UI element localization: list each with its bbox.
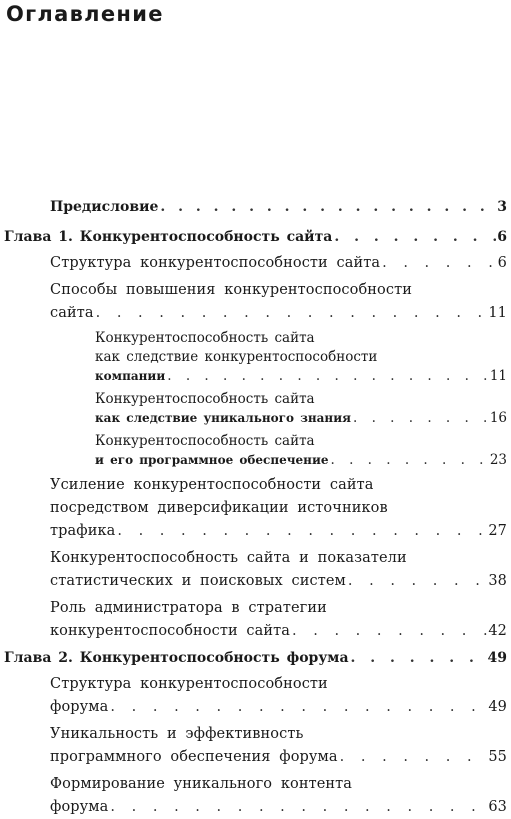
toc-entry-c1-s5[interactable]: [50, 597, 507, 643]
toc-page-number: 6: [497, 255, 507, 271]
toc-entry-line: Способы повышения конкурентоспособности: [50, 282, 412, 298]
dot-leader: [348, 570, 487, 593]
toc-entry-line: конкурентоспособности сайта: [50, 623, 291, 639]
page-title: Оглавление: [6, 2, 164, 26]
toc-page-number: 55: [488, 749, 507, 765]
toc-entry-line: Конкурентоспособность сайта: [95, 433, 315, 449]
toc-page-number: 23: [489, 452, 507, 468]
toc-page-number: 3: [497, 199, 507, 215]
toc-entry-c2-s2[interactable]: [50, 723, 507, 769]
toc-entry-line: и его программное обеспечение: [95, 453, 329, 467]
toc-page-number: 42: [488, 623, 507, 639]
dot-leader: [167, 367, 489, 386]
toc-entry-c1-s2-c[interactable]: [95, 432, 507, 470]
toc-entry-c1-s2[interactable]: [50, 279, 507, 325]
toc-page-number: 16: [489, 410, 507, 426]
toc-page-number: 6: [497, 229, 507, 245]
toc-page-number: 11: [488, 305, 507, 321]
dot-leader: [160, 196, 496, 218]
dot-leader: [334, 226, 496, 248]
toc-chapter-label: Глава 2. Конкурентоспособность форума: [4, 650, 349, 666]
toc-entry-c1-s2-b[interactable]: [95, 390, 507, 428]
toc-entry-line: форума: [50, 699, 109, 715]
toc-entry-c1-s2-a[interactable]: [95, 329, 507, 386]
toc-entry-line: Усиление конкурентоспособности сайта: [50, 477, 374, 493]
toc-page-number: 27: [488, 523, 507, 539]
toc-entry-c1-s1[interactable]: [50, 252, 507, 275]
toc-entry-c2-s3[interactable]: [50, 773, 507, 819]
toc-chapter-2[interactable]: [4, 647, 507, 673]
toc-chapter-1[interactable]: [4, 226, 507, 252]
toc-entry-line: компании: [95, 369, 166, 383]
toc-page-number: 49: [488, 699, 507, 715]
toc-entry-line: Уникальность и эффективность: [50, 726, 304, 742]
toc-entry-line: Роль администратора в стратегии: [50, 600, 327, 616]
dot-leader: [110, 696, 487, 719]
toc-entry-line: посредством диверсификации источников: [50, 500, 388, 516]
dot-leader: [292, 620, 487, 643]
dot-leader: [96, 302, 488, 325]
toc-entry-line: как следствие конкурентоспособности: [95, 349, 378, 365]
toc-entry-line: статистических и поисковых систем: [50, 573, 346, 589]
toc-entry-line: Конкурентоспособность сайта: [95, 330, 315, 346]
toc-entry-label: Структура конкурентоспособности сайта: [50, 255, 381, 271]
toc-page-number: 63: [488, 799, 507, 815]
dot-leader: [382, 252, 497, 275]
dot-leader: [110, 796, 487, 819]
dot-leader: [353, 409, 489, 428]
dot-leader: [351, 647, 487, 669]
toc-entry-label: Предисловие: [50, 199, 159, 215]
toc-entry-line: Конкурентоспособность сайта: [95, 391, 315, 407]
table-of-contents: [0, 196, 511, 819]
toc-entry-preface[interactable]: [50, 196, 507, 226]
toc-chapter-label: Глава 1. Конкурентоспособность сайта: [4, 229, 333, 245]
toc-page-number: 11: [489, 368, 507, 384]
dot-leader: [340, 746, 488, 769]
toc-entry-line: как следствие уникального знания: [95, 411, 351, 425]
toc-page-number: 49: [487, 650, 507, 666]
toc-page-number: 38: [488, 573, 507, 589]
toc-entry-c2-s1[interactable]: [50, 673, 507, 719]
dot-leader: [331, 451, 489, 470]
toc-entry-c1-s4[interactable]: [50, 547, 507, 593]
toc-entry-line: программного обеспечения форума: [50, 749, 338, 765]
toc-entry-line: Структура конкурентоспособности: [50, 676, 328, 692]
toc-entry-line: форума: [50, 799, 109, 815]
toc-entry-line: трафика: [50, 523, 116, 539]
toc-entry-line: Конкурентоспособность сайта и показатели: [50, 550, 407, 566]
toc-entry-line: сайта: [50, 305, 94, 321]
dot-leader: [117, 520, 487, 543]
toc-entry-line: Формирование уникального контента: [50, 776, 353, 792]
toc-entry-c1-s3[interactable]: [50, 474, 507, 543]
